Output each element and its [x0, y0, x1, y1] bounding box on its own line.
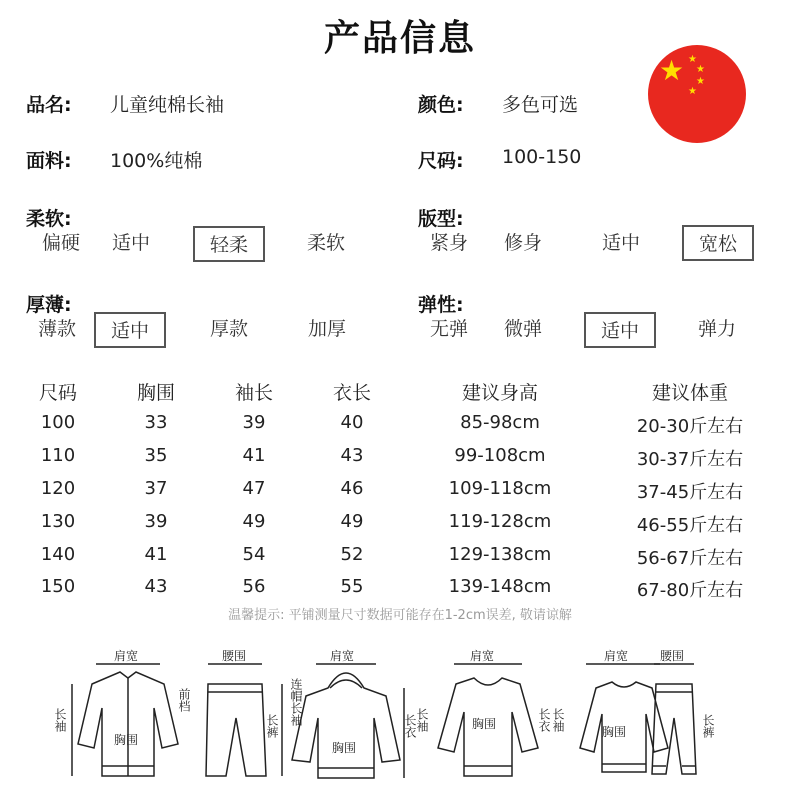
waist-caption: 腰围 [660, 649, 685, 663]
table-cell: 120 [40, 478, 76, 499]
table-cell: 119-128cm [448, 511, 552, 532]
table-cell: 49 [242, 511, 266, 532]
color-label: 颜色: [418, 94, 464, 116]
table-cell: 67-80斤左右 [636, 580, 744, 601]
table-cell: 49 [340, 511, 364, 532]
china-flag-icon: ★ ★ ★ ★ ★ [648, 45, 746, 143]
size-label: 尺码: [418, 150, 464, 172]
thickness-option-selected: 适中 [94, 312, 166, 348]
cap-sleeve-caption: 连帽长袖 [289, 678, 303, 726]
sleeve-caption: 长袖 [415, 708, 429, 732]
front-rise-caption: 前档 [177, 688, 191, 712]
fit-label: 版型: [418, 208, 464, 230]
table-cell: 100 [40, 412, 76, 433]
softness-label: 柔软: [26, 208, 72, 230]
table-cell: 39 [242, 412, 266, 433]
table-cell: 46-55斤左右 [636, 515, 744, 536]
page-title: 产品信息 [323, 18, 476, 59]
pants-length-caption: 长裤 [265, 714, 279, 738]
name-label: 品名: [26, 94, 72, 116]
joggers-outline-icon [652, 664, 696, 774]
softness-option: 柔软 [306, 232, 345, 254]
chest-caption: 胸围 [114, 733, 139, 747]
table-cell: 129-138cm [448, 544, 552, 565]
elasticity-option: 无弹 [429, 318, 468, 340]
table-cell: 150 [40, 576, 76, 597]
table-cell: 47 [242, 478, 266, 499]
table-cell: 40 [340, 412, 364, 433]
softness-option: 适中 [111, 232, 150, 254]
elasticity-option: 弹力 [697, 318, 736, 340]
chest-caption: 胸围 [332, 741, 357, 755]
table-cell: 41 [242, 445, 266, 466]
pants-length-caption: 长裤 [701, 714, 715, 738]
table-cell: 20-30斤左右 [636, 416, 744, 437]
table-cell: 54 [242, 544, 266, 565]
garment-length-caption: 长衣 [537, 708, 551, 732]
shoulder-caption: 肩宽 [114, 649, 139, 663]
thickness-option: 薄款 [37, 318, 76, 340]
measurement-hint: 温馨提示: 平铺测量尺寸数据可能存在1-2cm误差, 敬请谅解 [228, 608, 572, 623]
softness-option: 偏硬 [41, 232, 80, 254]
shoulder-caption: 肩宽 [330, 649, 355, 663]
table-cell: 35 [144, 445, 168, 466]
table-cell: 43 [144, 576, 168, 597]
table-cell: 99-108cm [454, 445, 546, 466]
table-header: 建议身高 [461, 382, 538, 404]
chest-caption: 胸围 [472, 717, 497, 731]
elasticity-label: 弹性: [418, 294, 464, 316]
softness-option-selected: 轻柔 [193, 226, 265, 262]
table-cell: 46 [340, 478, 364, 499]
table-cell: 39 [144, 511, 168, 532]
name-value: 儿童纯棉长袖 [110, 94, 225, 116]
table-cell: 30-37斤左右 [636, 449, 744, 470]
table-header: 胸围 [136, 382, 175, 404]
elasticity-option-selected: 适中 [584, 312, 656, 348]
thickness-option: 厚款 [209, 318, 248, 340]
table-cell: 37-45斤左右 [636, 482, 744, 503]
table-cell: 85-98cm [460, 412, 540, 433]
table-cell: 41 [144, 544, 168, 565]
shoulder-caption: 肩宽 [470, 649, 495, 663]
fabric-label: 面料: [26, 150, 72, 172]
table-cell: 56-67斤左右 [636, 548, 744, 569]
table-header: 建议体重 [651, 382, 728, 404]
thickness-option: 加厚 [307, 318, 346, 340]
table-header: 尺码 [38, 382, 77, 404]
thickness-label: 厚薄: [26, 294, 72, 316]
fit-option: 修身 [503, 232, 542, 254]
size-value: 100-150 [502, 146, 582, 168]
fit-option: 紧身 [429, 232, 468, 254]
table-cell: 33 [144, 412, 168, 433]
fit-option: 适中 [601, 232, 640, 254]
table-cell: 139-148cm [448, 576, 552, 597]
fabric-value: 100%纯棉 [110, 150, 203, 172]
elasticity-option: 微弹 [503, 318, 542, 340]
hoodie-outline-icon [292, 664, 400, 778]
table-cell: 110 [40, 445, 76, 466]
chest-caption: 胸围 [602, 725, 627, 739]
waist-caption: 腰围 [222, 649, 247, 663]
table-cell: 140 [40, 544, 76, 565]
pants-outline-icon [206, 664, 266, 776]
table-cell: 52 [340, 544, 364, 565]
table-cell: 130 [40, 511, 76, 532]
shoulder-caption: 肩宽 [604, 649, 629, 663]
table-header: 衣长 [332, 382, 371, 404]
table-cell: 37 [144, 478, 168, 499]
table-cell: 55 [340, 576, 364, 597]
sleeve-caption: 长袖 [551, 708, 565, 732]
garment-length-caption: 长衣 [403, 714, 417, 738]
jacket-outline-icon [78, 664, 178, 776]
fit-option-selected: 宽松 [682, 225, 754, 261]
measurement-diagram [53, 648, 756, 794]
table-cell: 109-118cm [448, 478, 552, 499]
sleeve-caption: 长袖 [53, 708, 67, 732]
table-cell: 43 [340, 445, 364, 466]
color-value: 多色可选 [502, 94, 579, 116]
table-cell: 56 [242, 576, 266, 597]
table-header: 袖长 [234, 382, 273, 404]
